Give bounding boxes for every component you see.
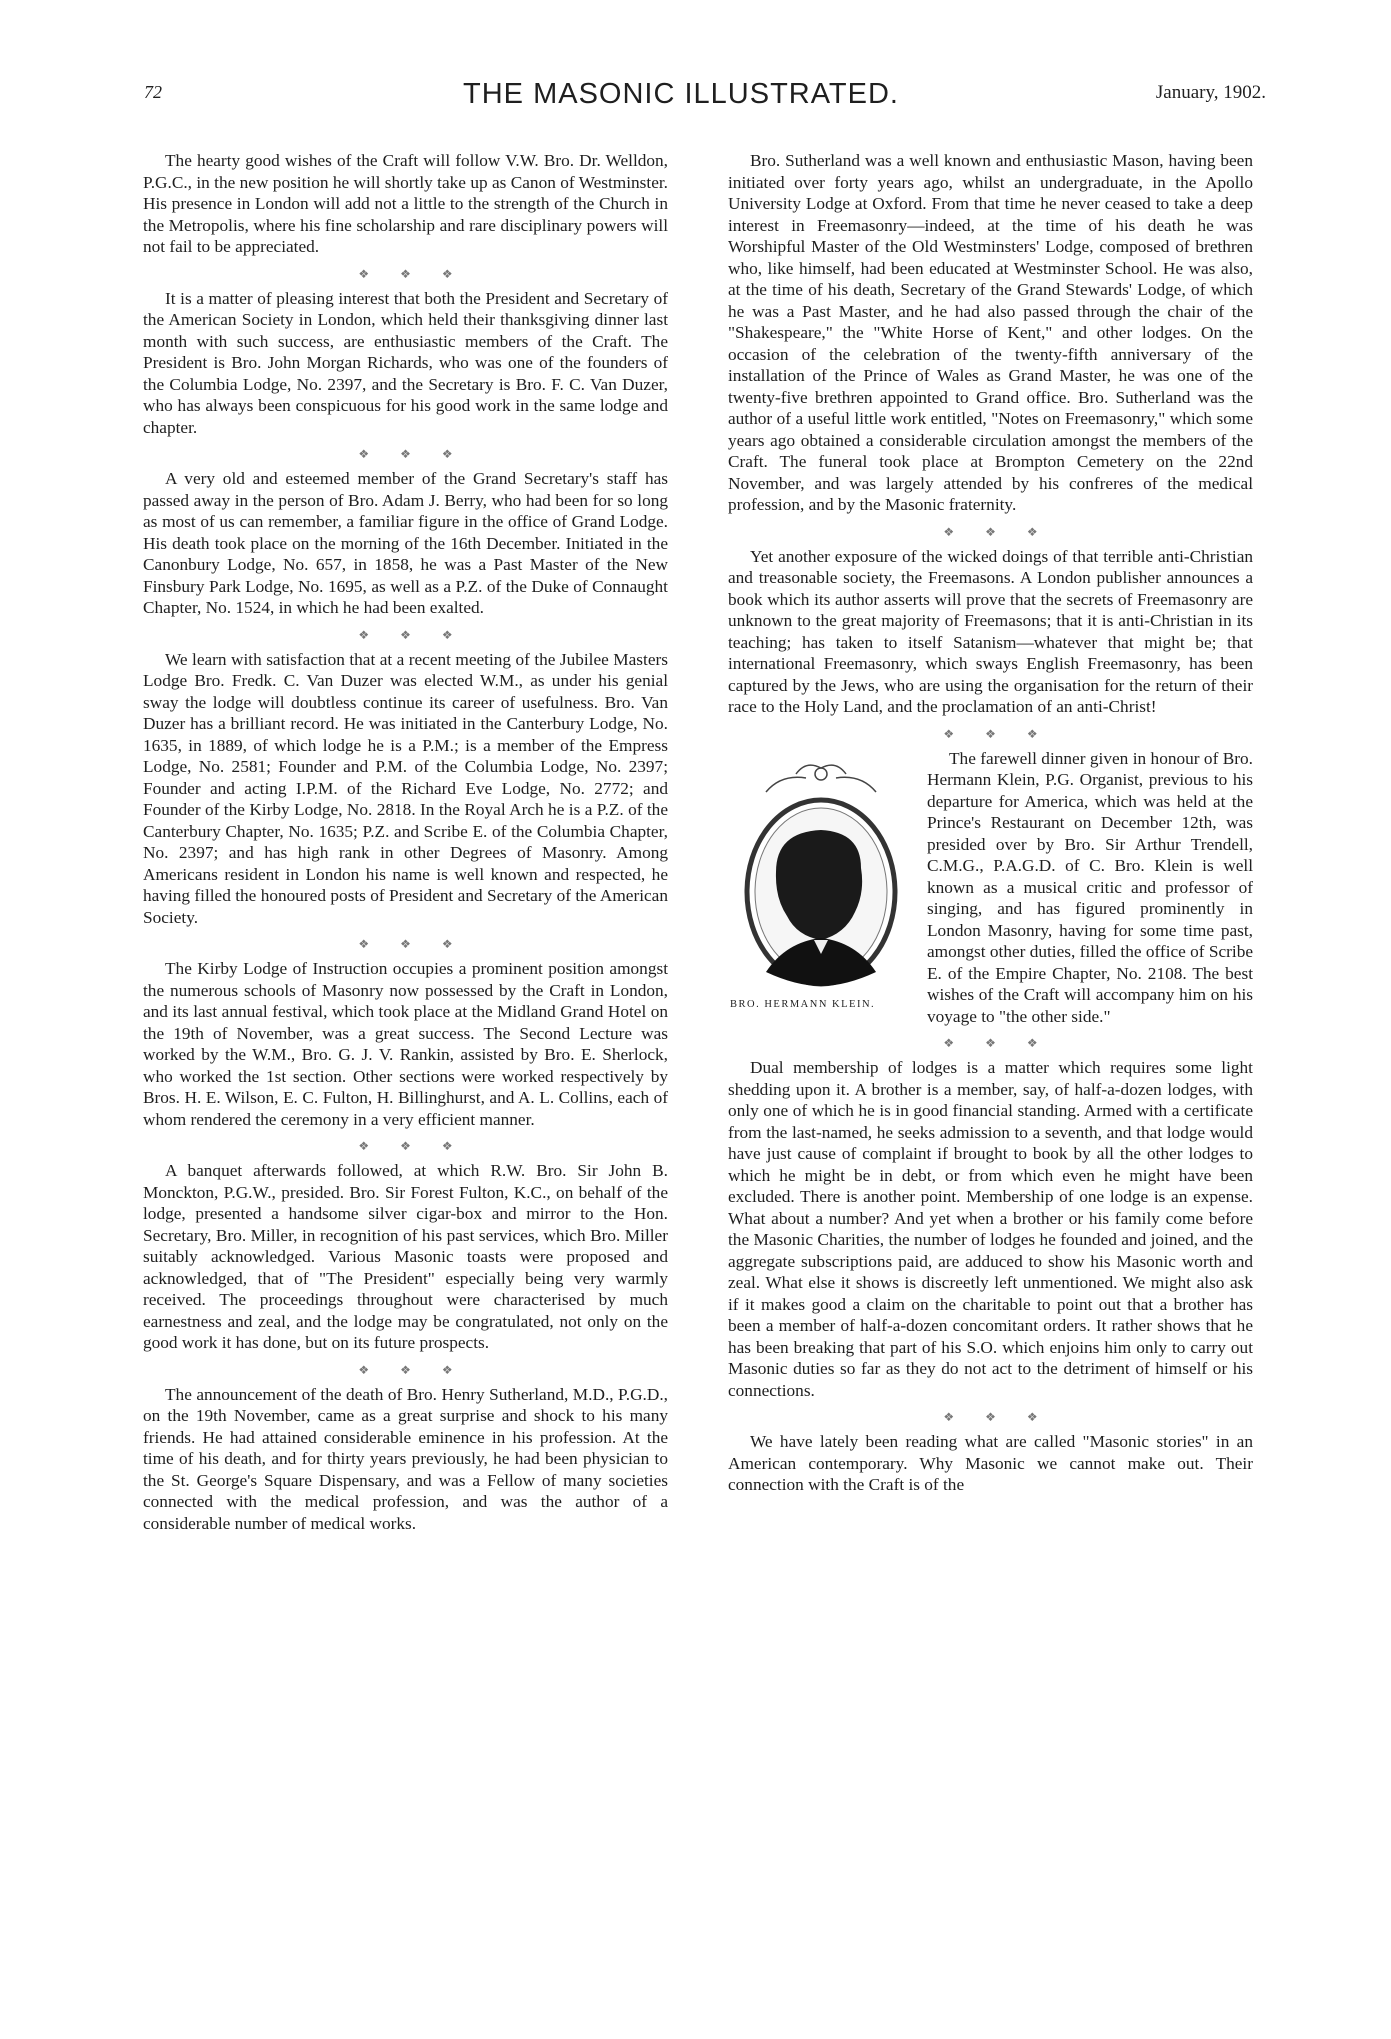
section-ornament: ❖ ❖ ❖ — [943, 726, 1052, 741]
section-ornament: ❖ ❖ ❖ — [358, 937, 467, 951]
paragraph-van-duzer: We learn with satisfaction that at a recent meeting of the Jubilee Masters Lodge Bro. Fredk. C. Van Duzer was elected W.M., as under his genial sway the lodge will doubtless continue its career of usefulness. Bro. Van Duzer has a brilliant record. He was initiated in the Canterbury Lodge, No. 1635, in 1889, of which lodge he is a P.M.; is a member of the Empress Lodge, No. 2581; Founder and P.M. of the Columbia Lodge, No. 2397; Founder and acting I.P.M. of the Richard Eve Lodge, No. 2772; and Founder of the Kirby Lodge, No. 2818. In the Royal Arch he is a P.Z. of the Canterbury Chapter, No. 1635; P.Z. and Scribe E. of the Columbia Chapter, No. 2397; and has high rank in other Degrees of Masonry. Among Americans resident in London his name is well known and respected, he having filled the honoured posts of President and Secretary of the American Society. — [143, 649, 668, 927]
section-ornament: ❖ ❖ ❖ — [358, 1362, 467, 1377]
page-header — [96, 78, 1266, 118]
paragraph-welldon: The hearty good wishes of the Craft will follow V.W. Bro. Dr. Welldon, P.G.C., in the new position he will shortly take up as Canon of Westminster. His presence in London will add not a little to the strength of the Church in the Metropolis, where his fine scholarship and rare disciplinary powers will not fail to be appreciated. — [143, 151, 668, 256]
klein-portrait-image — [736, 752, 906, 988]
paragraph-kirby-lodge: The Kirby Lodge of Instruction occupies a prominent position amongst the numerous schools of Masonry now possessed by the Craft in London, and its last annual festival, which took place at the Midland Grand Hotel on the 19th of November, was a great success. The Second Lecture was worked by the W.M., Bro. G. J. V. Rankin, assisted by Bro. E. Sherlock, who worked the 1st section. Other sections were worked respectively by Bros. H. E. Wilson, E. C. Fulton, H. Billinghurst, and A. L. Collins, each of whom rendered the ceremony in a very efficient manner. — [143, 959, 668, 1129]
masthead-title: THE MASONIC ILLUSTRATED. — [463, 78, 899, 110]
section-ornament: ❖ ❖ ❖ — [358, 447, 467, 461]
paragraph-sutherland-death: The announcement of the death of Bro. Henry Sutherland, M.D., P.G.D., on the 19th November, came as a great surprise and shock to his many friends. He had attained considerable eminence in his profession. At the time of his death, and for thirty years previously, he had been physician to the St. George's Square Dispensary, and was a Fellow of many societies connected with the medical profession, and was the author of a considerable number of medical works. — [143, 1384, 668, 1533]
section-ornament: ❖ ❖ ❖ — [358, 627, 467, 642]
paragraph-berry: A very old and esteemed member of the Grand Secretary's staff has passed away in the person of Bro. Adam J. Berry, who had been for so long as most of us can remember, a familiar figure in the office of Grand Lodge. His death took place on the morning of the 16th December. Initiated in the Canonbury Lodge, No. 657, in 1858, he was a Past Master of the New Finsbury Park Lodge, No. 1695, as well as a P.Z. of the Duke of Connaught Chapter, No. 1524, in which he had been exalted. — [143, 469, 668, 617]
klein-portrait-figure — [728, 752, 913, 1016]
section-ornament: ❖ ❖ ❖ — [943, 1410, 1052, 1424]
paragraph-banquet: A banquet afterwards followed, at which R.W. Bro. Sir John B. Monckton, P.G.W., presided. Bro. Sir Forest Fulton, K.C., on behalf of the lodge, presented a handsome silver cigar-box and mirror to the Hon. Secretary, Bro. Miller, in recognition of his past services, which Bro. Miller suitably acknowledged. Various Masonic toasts were proposed and acknowledged, that of "The President" especially being very warmly received. The proceedings throughout were characterised by much earnestness and zeal, and the lodge may be congratulated, not only on the good work it has done, but on its future prospects. — [143, 1161, 668, 1352]
portrait-caption: BRO. HERMANN KLEIN. — [730, 998, 876, 1010]
section-ornament: ❖ ❖ ❖ — [943, 524, 1052, 539]
left-column — [143, 150, 668, 1534]
page-number: 72 — [144, 82, 162, 102]
section-ornament: ❖ ❖ ❖ — [943, 1036, 1052, 1050]
paragraph-masonic-stories: We have lately been reading what are called "Masonic stories" in an American contemporary. Why Masonic we cannot make out. Their connection with the Craft is of the — [728, 1432, 1253, 1494]
issue-date: January, 1902. — [1155, 82, 1266, 103]
paragraph-exposure: Yet another exposure of the wicked doings of that terrible anti-Christian and treasonable society, the Freemasons. A London publisher announces a book which its author asserts will prove that the secrets of Freemasonry are unknown to the great majority of Freemasons; that it is anti-Christian in its teaching; has taken to itself Satanism—whatever that might be; that international Freemasonry, which sways English Freemasonry, has been captured by the Jews, who are using the organisation for the return of their race to the Holy Land, and the proclamation of an anti-Christ! — [728, 546, 1253, 716]
paragraph-sutherland: Bro. Sutherland was a well known and enthusiastic Mason, having been initiated over forty years ago, whilst an undergraduate, in the Apollo University Lodge at Oxford. From that time he never ceased to take a deep interest in Freemasonry—indeed, at the time of his death he was Worshipful Master of the Old Westminsters' Lodge, composed of brethren who, like himself, had been educated at Westminster School. He was also, at the time of his death, Secretary of the Grand Stewards' Lodge, of which he was a Past Master, and he had also passed through the chair of the "Shakespeare," the "White Horse of Kent," and other lodges. On the occasion of the celebration of the twenty-fifth anniversary of the installation of the Prince of Wales as Grand Master, he was one of the twenty-five brethren appointed to Grand office. Bro. Sutherland was the author of a useful little work entitled, "Notes on Freemasonry," which some years ago obtained a considerable circulation amongst the members of the Craft. The funeral took place at Brompton Cemetery on the 22nd November, and was largely attended by his confreres of the medical profession, and by the Masonic fraternity. — [728, 151, 1253, 514]
section-ornament: ❖ ❖ ❖ — [358, 1139, 467, 1153]
section-ornament: ❖ ❖ ❖ — [358, 266, 467, 281]
paragraph-klein: The farewell dinner given in honour of Bro. Hermann Klein, P.G. Organist, previous to his departure for America, which was held at the Prince's Restaurant on December 12th, was presided over by Bro. Sir Arthur Trendell, C.M.G., P.A.G.D. of C. Bro. Klein is well known as a musical critic and professor of singing, and has figured prominently in London Masonry, having for some time past, amongst other duties, filled the office of Scribe E. of the Empire Chapter, No. 2108. The best wishes of the Craft will accompany him on his voyage to "the other side." — [927, 748, 1254, 1026]
paragraph-dual-membership: Dual membership of lodges is a matter which requires some light shedding upon it. A brother is a member, say, of half-a-dozen lodges, with only one of which he is in good financial standing. Armed with a certificate from the last-named, he seeks admission to a seventh, and that lodge would have just cause of complaint if brought to book by all the other lodges to which he might be in debt, or from which even he might have been excluded. There is another point. Membership of one lodge is an expense. What about a number? And yet when a brother or his family come before the Masonic Charities, the number of lodges he founded and joined, and the aggregate subscriptions paid, are adduced to show his Masonic worth and zeal. What else it shows is discreetly left unmentioned. We might also ask if it makes good a claim on the charitable to point out that a brother has been a member of half-a-dozen concomitant orders. It rather shows that he has been breaking that part of his S.O. which enjoins him only to carry out Masonic duties so far as they do not act to the detriment of himself or his connections. — [728, 1058, 1253, 1400]
paragraph-american-society: It is a matter of pleasing interest that both the President and Secretary of the American Society in London, which held their thanksgiving dinner last month with such success, are enthusiastic members of the Craft. The President is Bro. John Morgan Richards, who was one of the founders of the Columbia Lodge, No. 2397, and the Secretary is Bro. F. C. Van Duzer, who has always been conspicuous for his good work in the same lodge and chapter. — [143, 288, 668, 437]
right-column — [728, 150, 1253, 1496]
